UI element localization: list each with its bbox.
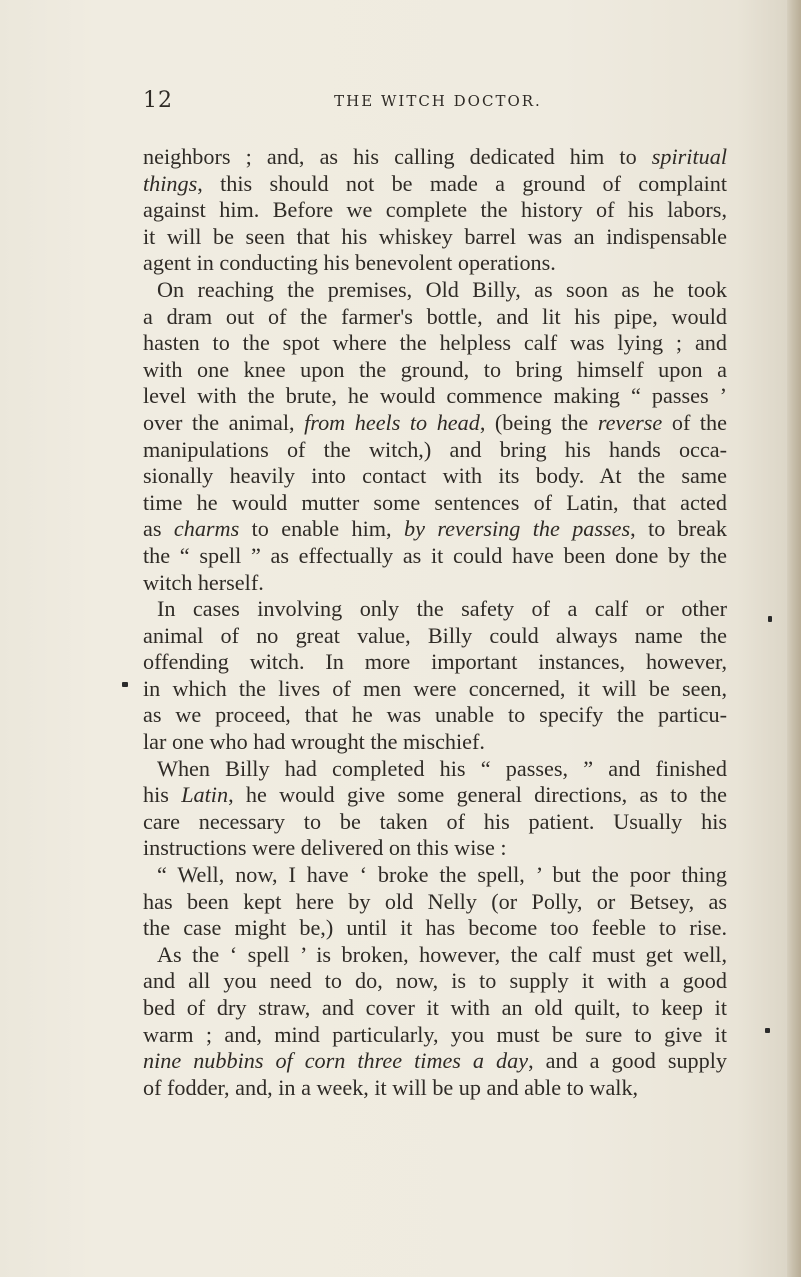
margin-mark xyxy=(768,616,772,622)
margin-mark xyxy=(122,682,128,687)
text-line xyxy=(143,383,727,410)
text-line xyxy=(143,968,727,995)
text-run: neighbors ; and, as his calling dedicated him to xyxy=(143,144,652,169)
text-line xyxy=(143,410,727,437)
text-run: care necessary to be taken of his patient. Usually his xyxy=(143,808,727,834)
text-run: in which the lives of men were concerned, it will be seen, xyxy=(143,675,727,701)
page-number: 12 xyxy=(143,88,173,113)
text-run: as xyxy=(143,516,174,542)
text-line xyxy=(143,1048,727,1075)
text-run: warm ; and, mind particularly, you must be sure to give it xyxy=(143,1021,727,1047)
text-line xyxy=(143,915,727,942)
text-line xyxy=(143,756,727,783)
italic-text: reverse xyxy=(597,409,663,435)
text-run: offending witch. In more important instances, however, xyxy=(143,649,727,675)
italic-text: spiritual xyxy=(651,144,727,169)
text-line xyxy=(143,596,727,623)
text-line xyxy=(143,623,727,650)
text-line xyxy=(143,702,727,729)
text-line xyxy=(143,357,727,384)
text-line xyxy=(143,862,727,889)
page-edge xyxy=(787,0,801,1277)
margin-mark xyxy=(765,1028,770,1033)
text-run: animal of no great value, Billy could always name the xyxy=(143,622,727,648)
text-run: On reaching the premises, Old Billy, as soon as he took xyxy=(157,276,727,302)
text-line xyxy=(143,676,727,703)
text-run: sionally heavily into contact with its body. At the same xyxy=(143,463,727,489)
text-line xyxy=(143,516,727,543)
text-run: has been kept here by old Nelly (or Polly, or Betsey, as xyxy=(143,888,727,914)
text-run: instructions were delivered on this wise : xyxy=(143,835,507,861)
text-line xyxy=(143,1075,727,1102)
text-line xyxy=(143,171,727,198)
text-run: the case might be,) until it has become too feeble to rise. xyxy=(143,915,727,941)
italic-text: charms xyxy=(173,516,240,542)
text-line xyxy=(143,543,727,570)
text-run: , he would give some general directions, as to the xyxy=(228,782,727,808)
text-run: lar one who had wrought the mischief. xyxy=(143,729,485,755)
text-run: , and a good supply xyxy=(528,1048,728,1074)
text-line xyxy=(143,995,727,1022)
italic-text: nine nubbins of corn three times a day xyxy=(143,1048,529,1074)
text-line xyxy=(143,942,727,969)
text-line xyxy=(143,570,727,597)
text-line xyxy=(143,144,727,171)
body-text xyxy=(143,144,727,1101)
text-line xyxy=(143,782,727,809)
text-line xyxy=(143,729,727,756)
text-run: his xyxy=(143,782,182,808)
text-run: , this should not be made a ground of complaint xyxy=(197,170,727,196)
text-line xyxy=(143,250,727,277)
text-run: it will be seen that his whiskey barrel was an indispensable xyxy=(143,223,727,249)
text-run: with one knee upon the ground, to bring himself upon a xyxy=(143,356,727,382)
text-run: agent in conducting his benevolent operations. xyxy=(143,250,556,276)
text-line xyxy=(143,197,727,224)
text-run: to enable him, xyxy=(239,516,404,542)
text-run: a dram out of the farmer's bottle, and lit his pipe, would xyxy=(143,303,727,329)
text-line xyxy=(143,835,727,862)
text-run: , (being the xyxy=(479,409,598,435)
italic-text: things xyxy=(143,170,198,196)
text-line xyxy=(143,304,727,331)
text-line xyxy=(143,889,727,916)
italic-text: by reversing the passes xyxy=(404,516,631,542)
text-run: When Billy had completed his “ passes, ” and finished xyxy=(157,755,727,781)
text-line xyxy=(143,649,727,676)
text-line xyxy=(143,490,727,517)
text-run: over the animal, xyxy=(143,409,305,435)
text-run: time he would mutter some sentences of Latin, that acted xyxy=(143,489,727,515)
text-run: “ Well, now, I have ‘ broke the spell, ’ but the poor thing xyxy=(157,862,727,888)
italic-text: from heels to head xyxy=(304,409,480,435)
text-line xyxy=(143,1022,727,1049)
text-run: manipulations of the witch,) and bring his hands occa- xyxy=(143,436,727,462)
text-run: as we proceed, that he was unable to specify the particu- xyxy=(143,702,727,728)
text-line xyxy=(143,463,727,490)
text-line xyxy=(143,277,727,304)
page-header xyxy=(143,88,723,118)
text-run: level with the brute, he would commence making “ passes ’ xyxy=(143,383,727,409)
text-run: In cases involving only the safety of a calf or other xyxy=(157,596,727,622)
text-line xyxy=(143,224,727,251)
running-title: THE WITCH DOCTOR. xyxy=(334,92,542,110)
text-run: witch herself. xyxy=(143,569,264,595)
text-run: of the xyxy=(662,409,727,435)
text-line xyxy=(143,809,727,836)
text-run: , to break xyxy=(630,516,728,542)
text-line xyxy=(143,437,727,464)
text-run: the “ spell ” as effectually as it could have been done by the xyxy=(143,542,727,568)
text-run: against him. Before we complete the history of his labors, xyxy=(143,197,727,223)
text-run: hasten to the spot where the helpless calf was lying ; and xyxy=(143,330,727,356)
text-run: and all you need to do, now, is to supply it with a good xyxy=(143,968,727,994)
text-run: As the ‘ spell ’ is broken, however, the calf must get well, xyxy=(157,941,727,967)
text-run: of fodder, and, in a week, it will be up and able to walk, xyxy=(143,1074,639,1100)
text-run: bed of dry straw, and cover it with an old quilt, to keep it xyxy=(143,995,727,1020)
text-line xyxy=(143,330,727,357)
italic-text: Latin xyxy=(181,782,229,808)
